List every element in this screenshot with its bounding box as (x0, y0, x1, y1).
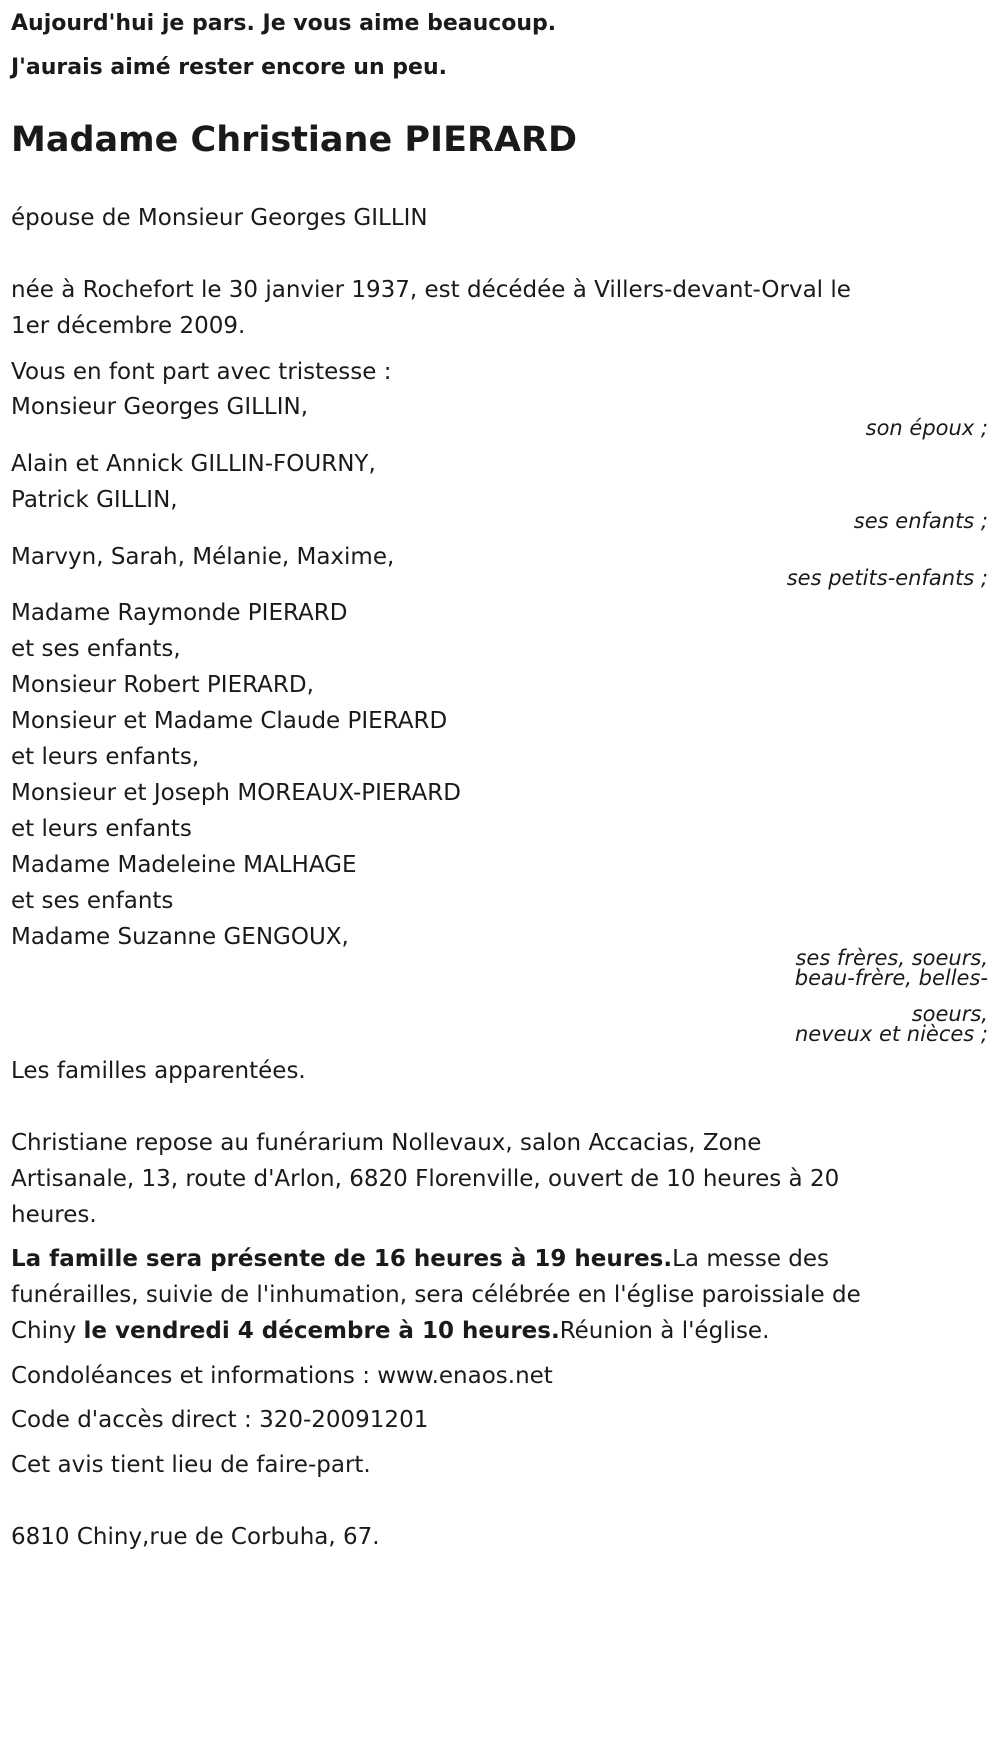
birth-death-line-1: née à Rochefort le 30 janvier 1937, est décédée à Villers-devant-Orval le (11, 277, 851, 303)
intro-line-2: J'aurais aimé rester encore un peu. (11, 55, 447, 80)
family-name: Monsieur et Joseph MOREAUX-PIERARD (11, 780, 461, 806)
relation-label: neveux et nièces ; (794, 1022, 988, 1046)
funerarium-line-2: Artisanale, 13, route d'Arlon, 6820 Florenville, ouvert de 10 heures à 20 (11, 1166, 840, 1192)
access-code-line: Code d'accès direct : 320-20091201 (11, 1407, 429, 1433)
family-name: Monsieur Robert PIERARD, (11, 672, 314, 698)
family-name: Alain et Annick GILLIN-FOURNY, (11, 451, 376, 477)
funerarium-line-1: Christiane repose au funérarium Nollevaux, salon Accacias, Zone (11, 1130, 762, 1156)
meeting-note: Réunion à l'église. (559, 1318, 770, 1344)
ceremony-line-2: funérailles, suivie de l'inhumation, sera célébrée en l'église paroissiale de (11, 1282, 861, 1308)
family-name: et leurs enfants (11, 816, 192, 842)
family-name: Madame Raymonde PIERARD (11, 600, 348, 626)
ceremony-place: Chiny (11, 1318, 84, 1344)
spouse-line: épouse de Monsieur Georges GILLIN (11, 205, 428, 231)
condolences-line: Condoléances et informations : www.enaos.net (11, 1363, 553, 1389)
family-name: et ses enfants (11, 888, 174, 914)
family-name: Madame Suzanne GENGOUX, (11, 924, 349, 950)
ceremony-line-1 (11, 1239, 829, 1279)
family-name: Monsieur et Madame Claude PIERARD (11, 708, 448, 734)
relation-label: ses enfants ; (853, 509, 988, 533)
announcement-intro: Vous en font part avec tristesse : (11, 359, 392, 385)
relation-label: son époux ; (865, 416, 988, 440)
intro-line-1: Aujourd'hui je pars. Je vous aime beaucoup. (11, 11, 557, 36)
deceased-name: Madame Christiane PIERARD (11, 120, 578, 160)
family-name: et leurs enfants, (11, 744, 200, 770)
family-name: Monsieur Georges GILLIN, (11, 394, 309, 420)
notice-line: Cet avis tient lieu de faire-part. (11, 1452, 371, 1478)
family-name: Madame Madeleine MALHAGE (11, 852, 357, 878)
family-name: Marvyn, Sarah, Mélanie, Maxime, (11, 544, 395, 570)
funerarium-line-3: heures. (11, 1202, 97, 1228)
birth-death-line-2: 1er décembre 2009. (11, 313, 246, 339)
ceremony-date: le vendredi 4 décembre à 10 heures. (83, 1318, 560, 1344)
ceremony-line-3 (11, 1311, 769, 1351)
family-name: et ses enfants, (11, 636, 181, 662)
relation-label: ses petits-enfants ; (786, 566, 988, 590)
family-name: Patrick GILLIN, (11, 487, 178, 513)
mass-intro: La messe des (672, 1246, 830, 1272)
address-line: 6810 Chiny,rue de Corbuha, 67. (11, 1524, 380, 1550)
presence-hours: La famille sera présente de 16 heures à 19 heures. (11, 1246, 673, 1272)
families-line: Les familles apparentées. (11, 1058, 306, 1084)
relation-label: beau-frère, belles- (794, 966, 988, 990)
relation-label: soeurs, (911, 1002, 988, 1026)
relation-label: ses frères, soeurs, (795, 946, 988, 970)
